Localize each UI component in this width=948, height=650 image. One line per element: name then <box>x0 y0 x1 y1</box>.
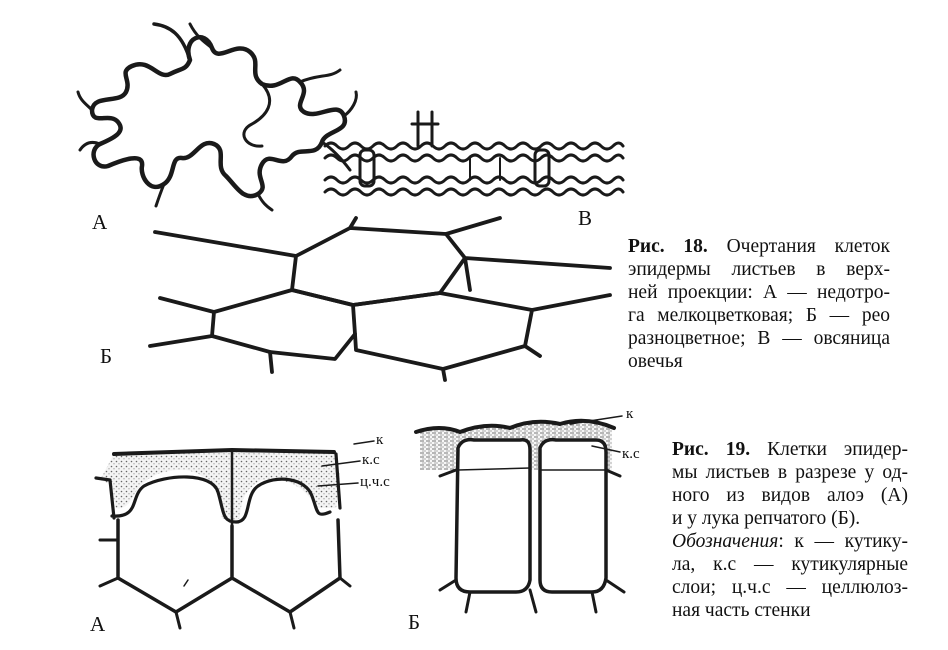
fig18-panel-label-v: В <box>578 206 593 230</box>
fig19-b-onion-section-drawing <box>416 416 624 612</box>
fig19-a-label-cuticle: к <box>376 432 384 448</box>
fig18-b-polygonal-cells-drawing <box>150 218 610 380</box>
fig19-legend-title: Обозначения <box>672 531 779 552</box>
fig19-b-label-cuticle: к <box>626 406 634 422</box>
fig18-caption-line: га мелкоцветковая; Б — рео <box>628 305 890 326</box>
fig19-caption-line: ного из видов алоэ (А) <box>672 485 908 506</box>
fig19-caption-line: Клетки эпидер- <box>750 439 908 460</box>
fig19-caption <box>672 438 908 622</box>
fig18-panel-label-a: А <box>92 210 108 234</box>
fig19-a-label-cellulose-part: ц.ч.с <box>360 474 390 490</box>
fig18-caption-line: эпидермы листьев в верх- <box>628 259 890 280</box>
fig19-legend-line: ла, к.с — кутикулярные <box>672 554 908 575</box>
fig19-a-aloe-section-drawing <box>96 441 374 628</box>
fig19-a-label-cuticular-layers: к.с <box>362 452 380 468</box>
fig19-legend-line: : к — кутику- <box>778 531 908 552</box>
fig18-a-wavy-cell-drawing <box>78 24 356 210</box>
fig19-legend-line: ная часть стенки <box>672 600 811 621</box>
fig19-legend-line: слои; ц.ч.с — целлюлоз- <box>672 577 908 598</box>
fig19-panel-label-a: А <box>90 612 106 636</box>
fig18-panel-label-b: Б <box>100 344 113 368</box>
fig18-caption-line: разноцветное; В — овсяница <box>628 328 890 349</box>
fig19-caption-number: Рис. 19. <box>672 439 751 460</box>
fig18-caption-number: Рис. 18. <box>628 236 708 257</box>
fig19-panel-label-b: Б <box>408 610 421 634</box>
fig18-v-elongated-cells-drawing <box>325 112 623 195</box>
fig19-caption-line: мы листьев в разрезе у од- <box>672 462 908 483</box>
fig18-caption <box>628 235 890 373</box>
fig18-caption-line: ней проекции: А — недотро- <box>628 282 890 303</box>
fig18-caption-line: овечья <box>628 351 683 372</box>
fig19-b-label-cuticular-layers: к.с <box>622 446 640 462</box>
fig18-caption-line: Очертания клеток <box>707 236 890 257</box>
fig19-caption-line: и у лука репчатого (Б). <box>672 508 861 529</box>
